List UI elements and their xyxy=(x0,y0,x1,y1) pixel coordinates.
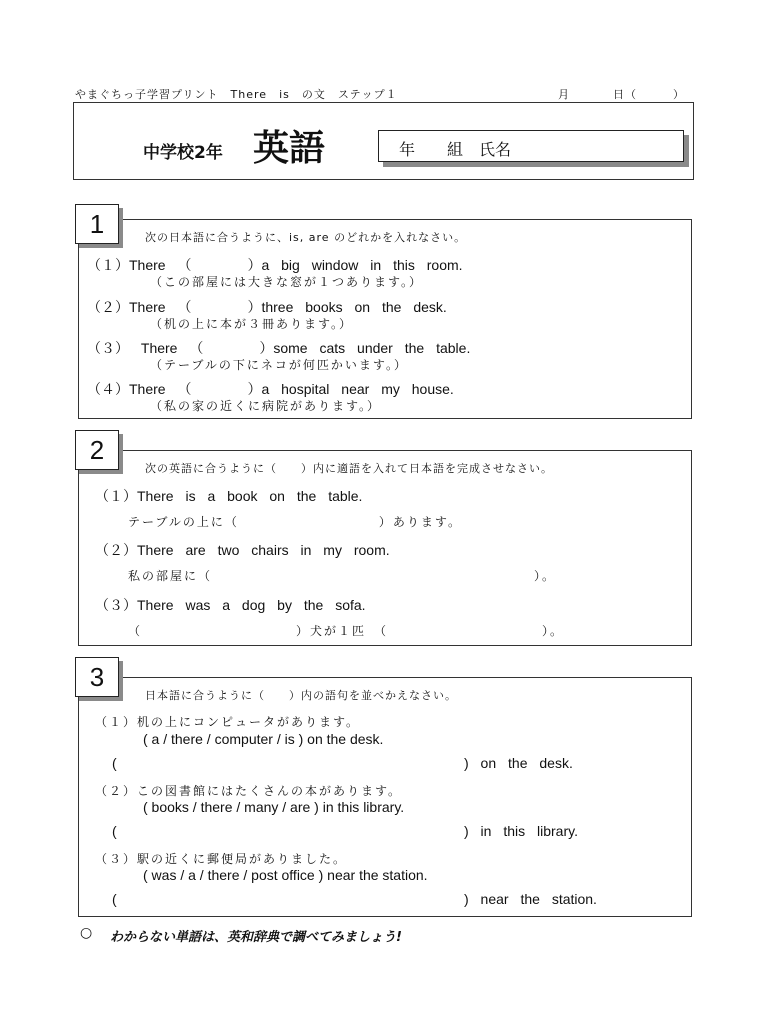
s1-q2-jp: （机の上に本が３冊あります。） xyxy=(150,317,354,331)
section-3-instruction: 日本語に合うように（ ）内の語句を並べかえなさい。 xyxy=(145,689,457,702)
s3-q1-open-paren: ( xyxy=(112,755,117,771)
s1-q4-jp: （私の家の近くに病院があります。） xyxy=(150,399,382,413)
s2-q2-jp: 私の部屋に（ ）。 xyxy=(128,569,557,583)
name-field-label: 年 組 氏名 xyxy=(399,140,512,159)
s1-q3-en: （３） There （ ）some cats under the table. xyxy=(87,340,471,356)
s3-q1-words: ( a / there / computer / is ) on the desk. xyxy=(143,731,384,747)
section-1-number: 1 xyxy=(75,204,119,244)
section-3-number: 3 xyxy=(75,657,119,697)
day-label: 日（ ） xyxy=(613,88,685,101)
section-1-instruction: 次の日本語に合うように、is, are のどれかを入れなさい。 xyxy=(145,231,467,244)
section-2-number: 2 xyxy=(75,430,119,470)
s3-q3-words: ( was / a / there / post office ) near the station. xyxy=(143,867,428,883)
grade-label: 中学校2年 xyxy=(143,143,223,163)
s3-q2-words: ( books / there / many / are ) in this library. xyxy=(143,799,405,815)
s3-q2-jp: （２）この図書館にはたくさんの本があります。 xyxy=(95,784,403,798)
s3-q3-open-paren: ( xyxy=(112,891,117,907)
s3-q3-jp: （３）駅の近くに郵便局がありました。 xyxy=(95,852,348,866)
s3-q3-answer-tail: ) near the station. xyxy=(464,891,597,907)
s3-q2-answer-tail: ) in this library. xyxy=(464,823,578,839)
s3-q1-jp: （１）机の上にコンピュータがあります。 xyxy=(95,715,361,729)
s2-q2-en: （２）There are two chairs in my room. xyxy=(95,542,390,558)
s2-q1-jp: テーブルの上に（ ）あります。 xyxy=(128,515,462,529)
print-series-label: やまぐちっ子学習プリント There is の文 ステップ１ xyxy=(75,88,398,101)
s2-q3-jp: （ ）犬が１匹 （ ）。 xyxy=(128,624,565,638)
s1-q4-en: （４）There （ ）a hospital near my house. xyxy=(87,381,454,397)
s1-q3-jp: （テーブルの下にネコが何匹かいます。） xyxy=(150,358,408,372)
s2-q1-en: （１）There is a book on the table. xyxy=(95,488,363,504)
subject-title: 英語 xyxy=(253,128,326,169)
bullet-icon: ○ xyxy=(80,925,93,941)
s1-q2-en: （２）There （ ）three books on the desk. xyxy=(87,299,447,315)
s2-q3-en: （３）There was a dog by the sofa. xyxy=(95,597,366,613)
s3-q2-open-paren: ( xyxy=(112,823,117,839)
s1-q1-jp: （この部屋には大きな窓が１つあります。） xyxy=(150,275,424,289)
name-field[interactable] xyxy=(378,130,684,162)
s3-q1-answer-tail: ) on the desk. xyxy=(464,755,573,771)
month-label: 月 xyxy=(558,88,570,101)
section-2-instruction: 次の英語に合うように（ ）内に適語を入れて日本語を完成させなさい。 xyxy=(145,462,553,475)
footer-note: わからない単語は、英和辞典で調べてみましょう! xyxy=(110,930,402,945)
s1-q1-en: （１）There （ ）a big window in this room. xyxy=(87,257,463,273)
